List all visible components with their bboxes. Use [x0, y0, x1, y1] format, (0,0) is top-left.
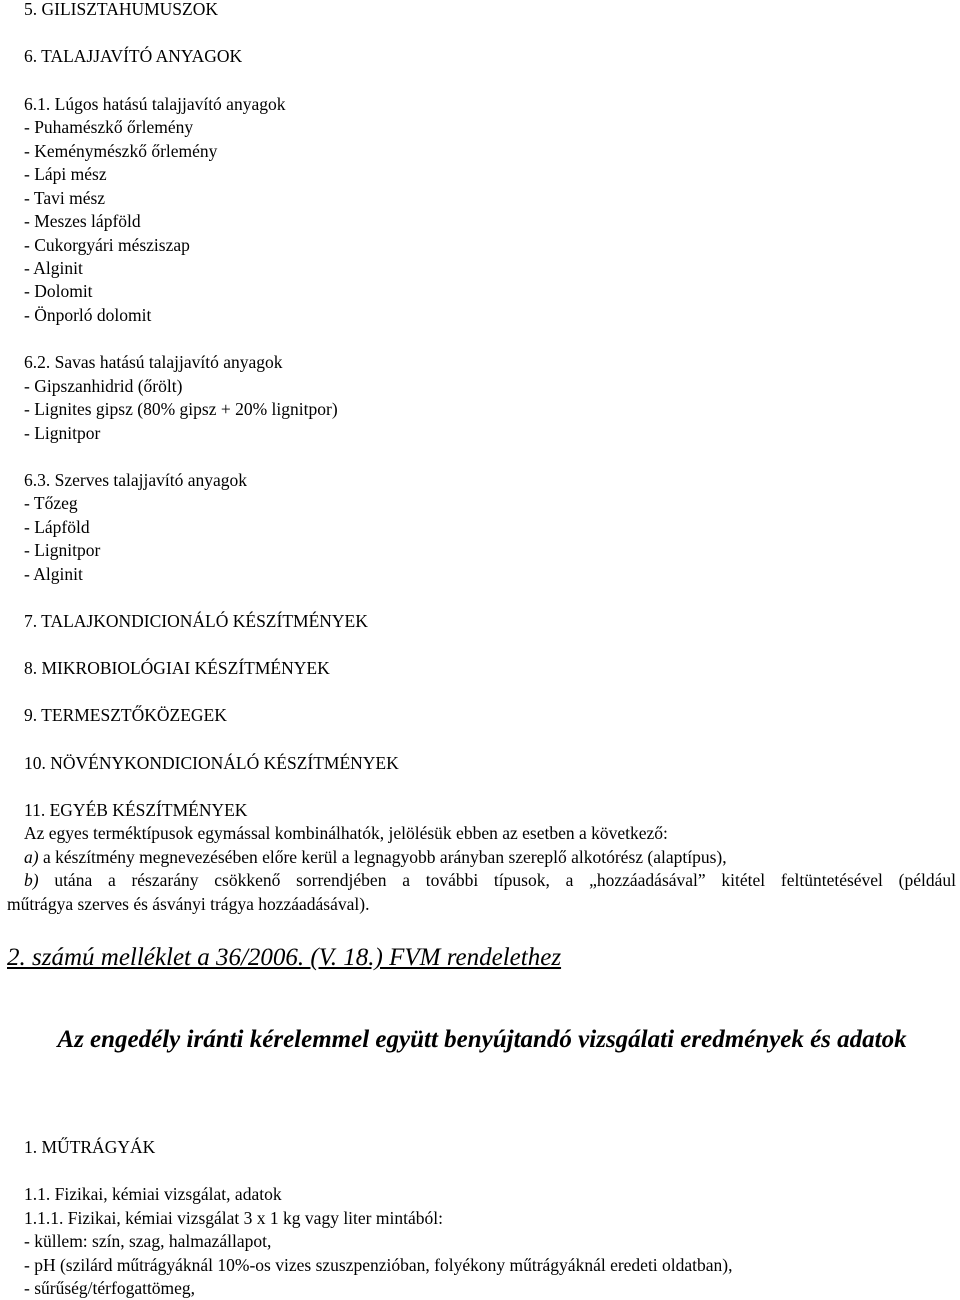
list-item: - Keménymészkő őrlemény	[24, 141, 218, 161]
paragraph-intro: Az egyes terméktípusok egymással kombinálhatók, jelölésük ebben az esetben a következő:	[24, 823, 668, 843]
section-heading-11: 11. EGYÉB KÉSZÍTMÉNYEK	[24, 800, 248, 820]
subsection-heading-6-2: 6.2. Savas hatású talajjavító anyagok	[24, 352, 283, 372]
section-heading-7: 7. TALAJKONDICIONÁLÓ KÉSZÍTMÉNYEK	[24, 611, 368, 631]
list-item: - Lignitpor	[24, 423, 101, 443]
list-item: - küllem: szín, szag, halmazállapot,	[24, 1231, 272, 1251]
list-item: - Alginit	[24, 564, 83, 584]
section-heading-8: 8. MIKROBIOLÓGIAI KÉSZÍTMÉNYEK	[24, 658, 330, 678]
list-item: - Meszes lápföld	[24, 211, 141, 231]
section-heading-9: 9. TERMESZTŐKÖZEGEK	[24, 705, 227, 725]
list-item: - Alginit	[24, 258, 83, 278]
subsection-heading-6-3: 6.3. Szerves talajjavító anyagok	[24, 470, 248, 490]
paragraph-item-b	[24, 869, 956, 891]
list-item: - Lignites gipsz (80% gipsz + 20% lignitpor)	[24, 399, 338, 419]
item-b-text: utána a részarány csökkenő sorrendjében a további típusok, a „hozzáadásával” kitétel feltüntetésével (például	[38, 870, 956, 890]
list-item: - Lápföld	[24, 517, 90, 537]
annex-subtitle: Az engedély iránti kérelemmel együtt benyújtandó vizsgálati eredmények és adatok	[57, 1026, 907, 1053]
paragraph-item-b-continued: műtrágya szerves és ásványi trágya hozzáadásával).	[7, 894, 370, 914]
list-item: - Gipszanhidrid (őrölt)	[24, 376, 183, 396]
list-item: - Puhamészkő őrlemény	[24, 117, 194, 137]
part-heading-1: 1. MŰTRÁGYÁK	[24, 1137, 156, 1157]
section-heading-6: 6. TALAJJAVÍTÓ ANYAGOK	[24, 46, 243, 66]
list-item: - Tavi mész	[24, 188, 106, 208]
list-item: - Önporló dolomit	[24, 305, 152, 325]
list-item: - pH (szilárd műtrágyáknál 10%-os vizes szuszpenzióban, folyékony műtrágyáknál eredeti oldatban),	[24, 1255, 733, 1275]
list-item: - Lápi mész	[24, 164, 107, 184]
list-item: - Tőzeg	[24, 493, 78, 513]
subsection-heading-1-1: 1.1. Fizikai, kémiai vizsgálat, adatok	[24, 1184, 282, 1204]
section-heading-10: 10. NÖVÉNYKONDICIONÁLÓ KÉSZÍTMÉNYEK	[24, 753, 399, 773]
paragraph-item-a	[24, 846, 727, 868]
list-item: - Cukorgyári mésziszap	[24, 235, 190, 255]
list-item: - Dolomit	[24, 281, 93, 301]
annex-title: 2. számú melléklet a 36/2006. (V. 18.) FVM rendelethez	[7, 944, 562, 971]
list-item: - sűrűség/térfogattömeg,	[24, 1278, 196, 1298]
item-a-marker: a)	[24, 847, 39, 867]
subsection-heading-1-1-1: 1.1.1. Fizikai, kémiai vizsgálat 3 x 1 kg vagy liter mintából:	[24, 1208, 443, 1228]
subsection-heading-6-1: 6.1. Lúgos hatású talajjavító anyagok	[24, 94, 286, 114]
item-a-text: a készítmény megnevezésében előre kerül a legnagyobb arányban szereplő alkotórész (alaptípus),	[38, 847, 727, 867]
section-heading-5: 5. GILISZTAHUMUSZOK	[24, 0, 219, 19]
list-item: - Lignitpor	[24, 540, 101, 560]
item-b-marker: b)	[24, 870, 39, 890]
